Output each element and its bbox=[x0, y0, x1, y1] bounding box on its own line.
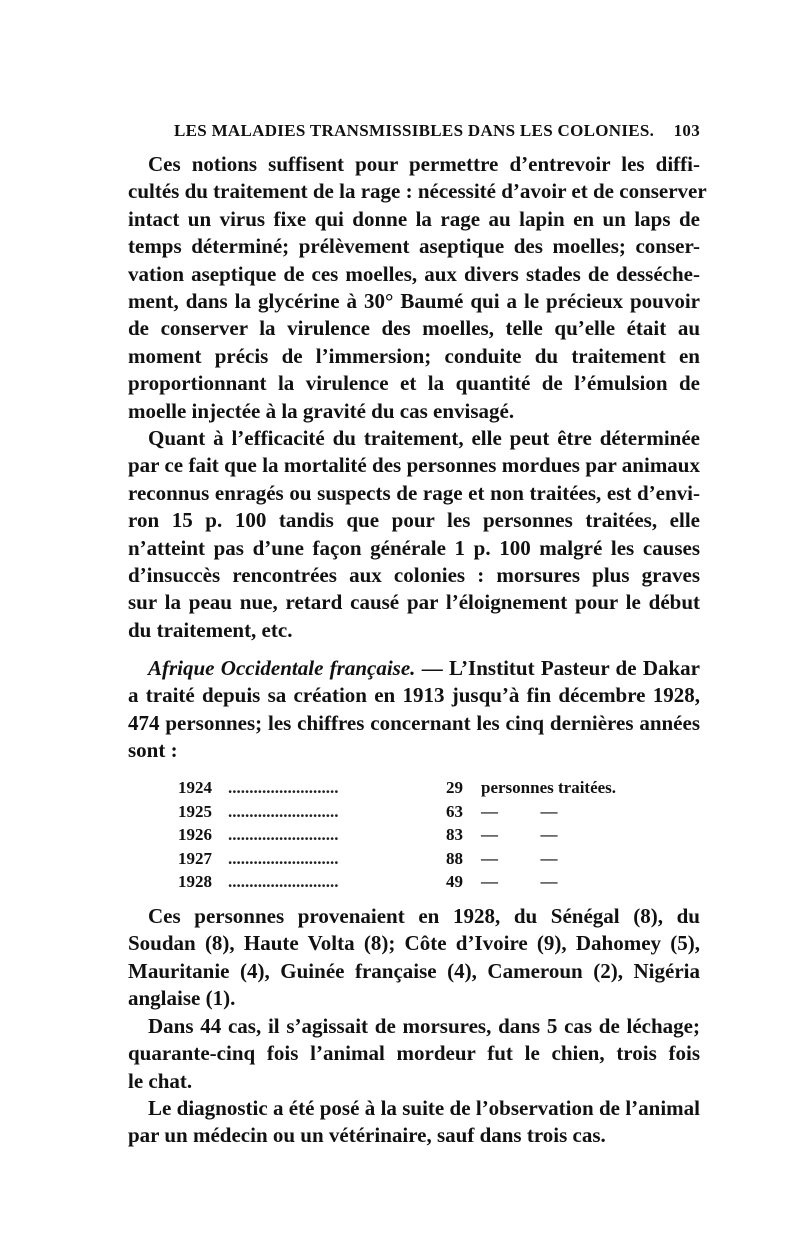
running-title: LES MALADIES TRANSMISSIBLES DANS LES COLONIES. bbox=[174, 121, 655, 140]
paragraph-origins bbox=[128, 903, 700, 1013]
ditto-cell: — — bbox=[481, 848, 558, 868]
text-line: a traité depuis sa création en 1913 jusqu’à fin décembre 1928, bbox=[128, 683, 700, 708]
dot-leader: .......................... bbox=[228, 801, 339, 821]
text-line: cultés du traitement de la rage : nécessité d’avoir et de conserver bbox=[128, 179, 707, 204]
count-cell: 83 bbox=[446, 825, 463, 845]
text-line: Quant à l’efficacité du traitement, elle peut être déterminée bbox=[148, 426, 700, 450]
paragraph-rage-treatment bbox=[128, 151, 707, 425]
text-line: Ces notions suffisent pour permettre d’entrevoir les diffi- bbox=[148, 152, 700, 176]
label-cell: personnes traitées. bbox=[481, 778, 617, 797]
year-cell: 1927 bbox=[178, 848, 212, 868]
text-line: anglaise (1). bbox=[128, 986, 236, 1011]
text-line: vation aseptique de ces moelles, aux divers stades de desséche- bbox=[128, 261, 700, 286]
text-line: proportionnant la virulence et la quantité de l’émulsion de bbox=[128, 371, 700, 396]
count-cell: 49 bbox=[446, 872, 463, 892]
text-line: du traitement, etc. bbox=[128, 617, 293, 642]
dot-leader: .......................... bbox=[228, 872, 339, 892]
page-number: 103 bbox=[673, 121, 700, 140]
text-line: Ces personnes provenaient en 1928, du Sénégal (8), du bbox=[148, 904, 700, 928]
text-line: Dans 44 cas, il s’agissait de morsures, dans 5 cas de léchage; bbox=[148, 1014, 700, 1038]
text-line: reconnus enragés ou suspects de rage et non traitées, est d’envi- bbox=[128, 480, 700, 505]
ditto-cell: — — bbox=[481, 872, 558, 892]
treated-persons-table bbox=[178, 776, 698, 894]
text-line bbox=[128, 655, 700, 682]
text-line: d’insuccès rencontrées aux colonies : morsures plus graves bbox=[128, 563, 700, 588]
table-row bbox=[178, 776, 698, 800]
table-row bbox=[178, 823, 698, 847]
table-row bbox=[178, 870, 698, 894]
text-line: Mauritanie (4), Guinée française (4), Cameroun (2), Nigéria bbox=[128, 958, 700, 983]
text-line: ment, dans la glycérine à 30° Baumé qui a le précieux pouvoir bbox=[128, 289, 700, 314]
count-cell: 29 bbox=[446, 778, 463, 797]
text-line: quarante-cinq fois l’animal mordeur fut le chien, trois fois bbox=[128, 1041, 700, 1066]
year-cell: 1925 bbox=[178, 801, 212, 821]
text-line: Soudan (8), Haute Volta (8); Côte d’Ivoire (9), Dahomey (5), bbox=[128, 931, 700, 956]
text-line: le chat. bbox=[128, 1068, 193, 1093]
paragraph-diagnosis bbox=[128, 1095, 700, 1150]
paragraph-dakar-institute bbox=[128, 655, 700, 765]
count-cell: 63 bbox=[446, 801, 463, 821]
text-line: moelle injectée à la gravité du cas envisagé. bbox=[128, 398, 515, 423]
paragraph-efficacy bbox=[128, 425, 700, 644]
text-fragment: — L’Institut Pasteur de Dakar bbox=[415, 656, 700, 680]
year-cell: 1926 bbox=[178, 825, 212, 845]
text-line: temps déterminé; prélèvement aseptique des moelles; conser- bbox=[128, 234, 700, 259]
region-heading: Afrique Occidentale française. bbox=[148, 656, 416, 680]
text-line: moment précis de l’immersion; conduite du traitement en bbox=[128, 343, 700, 368]
dot-leader: .......................... bbox=[228, 848, 339, 868]
text-line: sont : bbox=[128, 738, 178, 763]
text-line: 474 personnes; les chiffres concernant les cinq dernières années bbox=[128, 710, 700, 735]
year-cell: 1928 bbox=[178, 872, 212, 892]
text-line: de conserver la virulence des moelles, telle qu’elle était au bbox=[128, 316, 700, 341]
text-line: Le diagnostic a été posé à la suite de l’observation de l’animal bbox=[148, 1096, 700, 1120]
text-line: n’atteint pas d’une façon générale 1 p. 100 malgré les causes bbox=[128, 535, 700, 560]
text-line: intact un virus fixe qui donne la rage au lapin en un laps de bbox=[128, 206, 700, 231]
text-line: sur la peau nue, retard causé par l’éloignement pour le début bbox=[128, 590, 700, 615]
running-header bbox=[174, 121, 700, 141]
text-line: par un médecin ou un vétérinaire, sauf dans trois cas. bbox=[128, 1123, 606, 1148]
paragraph-bites bbox=[128, 1013, 700, 1095]
ditto-cell: — — bbox=[481, 801, 558, 821]
year-cell: 1924 bbox=[178, 778, 212, 797]
dot-leader: .......................... bbox=[228, 825, 339, 845]
table-row bbox=[178, 847, 698, 871]
text-line: ron 15 p. 100 tandis que pour les personnes traitées, elle bbox=[128, 508, 700, 533]
count-cell: 88 bbox=[446, 848, 463, 868]
dot-leader: .......................... bbox=[228, 778, 339, 797]
table-row bbox=[178, 800, 698, 824]
ditto-cell: — — bbox=[481, 825, 558, 845]
text-line: par ce fait que la mortalité des personnes mordues par animaux bbox=[128, 453, 700, 478]
